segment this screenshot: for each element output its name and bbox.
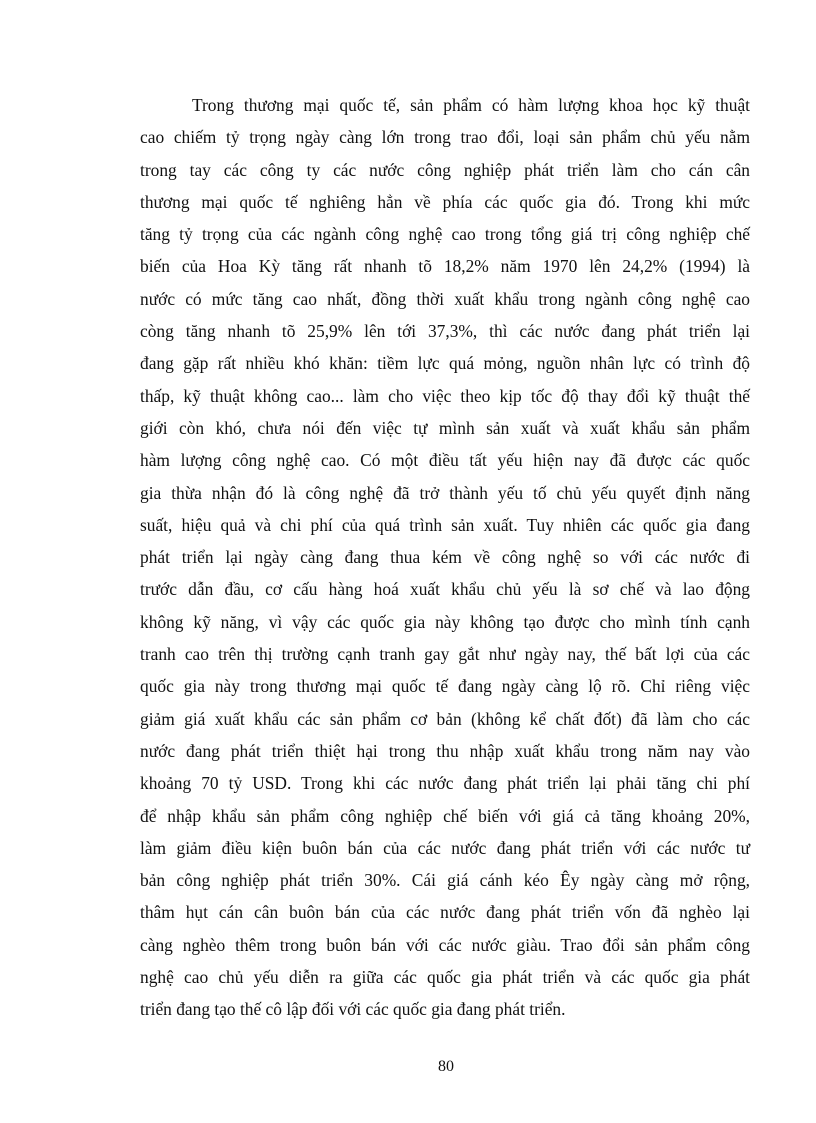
text-line: giới còn khó, chưa nói đến việc tự mình sản xuất và xuất khẩu sản phẩm xyxy=(140,417,750,438)
text-line: triển đang tạo thế cô lập đối với các quốc gia đang phát triển. xyxy=(140,999,566,1020)
text-line: nước có mức tăng cao nhất, đồng thời xuất khẩu trong ngành công nghệ cao xyxy=(140,288,750,309)
text-line: khoảng 70 tỷ USD. Trong khi các nước đang phát triển lại phải tăng chi phí xyxy=(140,773,750,794)
text-line: để nhập khẩu sản phẩm công nghiệp chế biến với giá cả tăng khoảng 20%, xyxy=(140,805,750,826)
text-line: còng tăng nhanh tõ 25,9% lên tới 37,3%, thì các nước đang phát triển lại xyxy=(140,321,750,342)
text-line: nghệ cao chủ yếu diễn ra giữa các quốc gia phát triển và các quốc gia phát xyxy=(140,967,750,988)
text-line: gia thừa nhận đó là công nghệ đã trở thành yếu tố chủ yếu quyết định năng xyxy=(140,482,750,503)
text-line: Trong thương mại quốc tế, sản phẩm có hàm lượng khoa học kỹ thuật xyxy=(192,95,750,115)
text-line: cao chiếm tỷ trọng ngày càng lớn trong trao đổi, loại sản phẩm chủ yếu nằm xyxy=(140,127,750,148)
text-line: hàm lượng công nghệ cao. Có một điều tất yếu hiện nay đã được các quốc xyxy=(140,450,750,471)
text-line: không kỹ năng, vì vậy các quốc gia này không tạo được cho mình tính cạnh xyxy=(140,611,750,632)
text-line: thương mại quốc tế nghiêng hẳn về phía các quốc gia đó. Trong khi mức xyxy=(140,191,750,212)
text-line: phát triển lại ngày càng đang thua kém về công nghệ so với các nước đi xyxy=(140,547,750,568)
page-number: 80 xyxy=(438,1058,454,1075)
body-paragraph xyxy=(140,93,750,1030)
text-line: trong tay các công ty các nước công nghiệp phát triển làm cho cán cân xyxy=(140,159,750,180)
text-line: trước dẫn đầu, cơ cấu hàng hoá xuất khẩu chủ yếu là sơ chế và lao động xyxy=(140,579,750,600)
text-line: quốc gia này trong thương mại quốc tế đang ngày càng lộ rõ. Chỉ riêng việc xyxy=(140,676,750,697)
text-line: biến của Hoa Kỳ tăng rất nhanh tõ 18,2% năm 1970 lên 24,2% (1994) là xyxy=(140,256,750,277)
text-line: càng nghèo thêm trong buôn bán với các nước giàu. Trao đổi sản phẩm công xyxy=(140,934,750,955)
text-line: nước đang phát triển thiệt hại trong thu nhập xuất khẩu trong năm nay vào xyxy=(140,740,750,761)
text-line: suất, hiệu quả và chi phí của quá trình sản xuất. Tuy nhiên các quốc gia đang xyxy=(140,514,750,535)
text-line: giảm giá xuất khẩu các sản phẩm cơ bản (không kể chất đốt) đã làm cho các xyxy=(140,708,750,729)
text-line: tăng tỷ trọng của các ngành công nghệ cao trong tổng giá trị công nghiệp chế xyxy=(140,224,750,245)
text-line: thâm hụt cán cân buôn bán của các nước đang phát triển vốn đã nghèo lại xyxy=(140,902,750,923)
text-line: bản công nghiệp phát triển 30%. Cái giá cánh kéo Êy ngày càng mở rộng, xyxy=(140,870,750,891)
text-line: tranh cao trên thị trường cạnh tranh gay gắt như ngày nay, thế bất lợi của các xyxy=(140,644,750,665)
text-line: làm giảm điều kiện buôn bán của các nước đang phát triển với các nước tư xyxy=(140,837,750,858)
text-line: thấp, kỹ thuật không cao... làm cho việc theo kịp tốc độ thay đổi kỹ thuật thế xyxy=(140,385,750,406)
text-line: đang gặp rất nhiều khó khăn: tiềm lực quá mỏng, nguồn nhân lực có trình độ xyxy=(140,353,750,374)
